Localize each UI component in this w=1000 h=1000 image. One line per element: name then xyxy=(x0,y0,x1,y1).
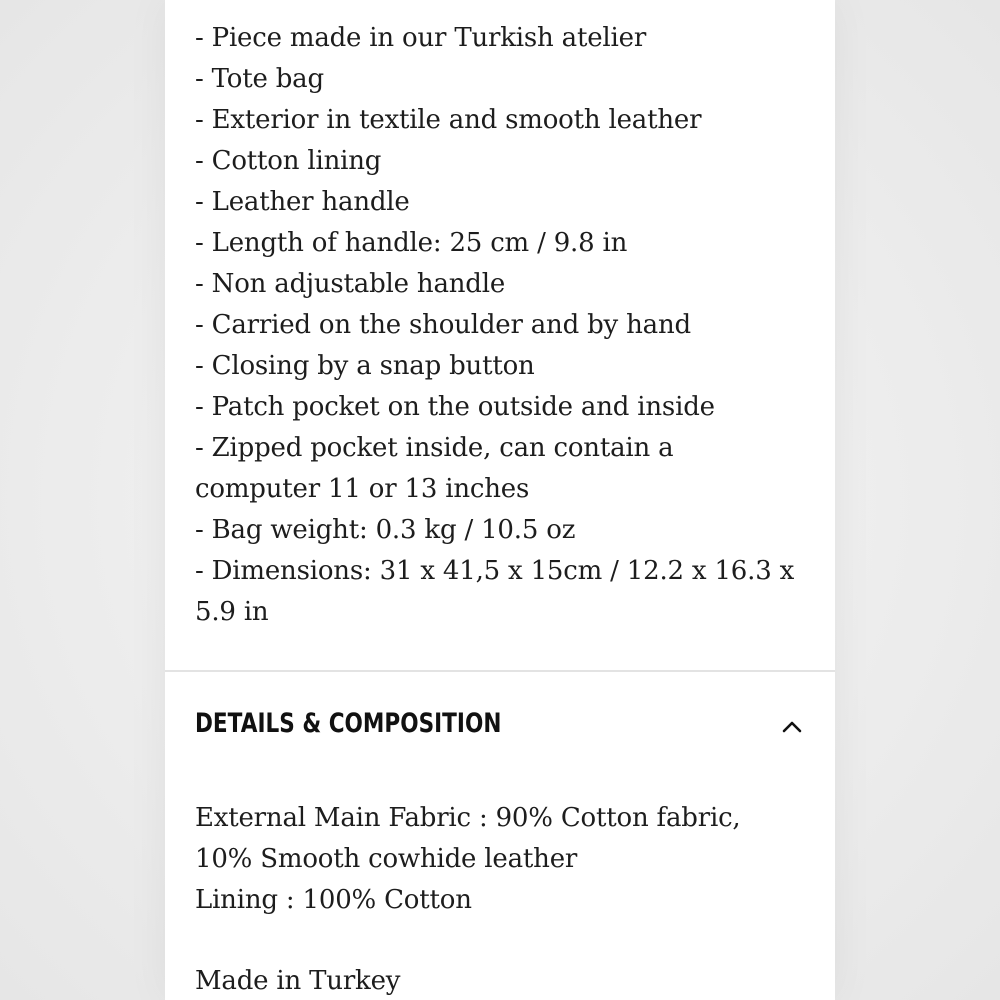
description-item: - Carried on the shoulder and by hand xyxy=(195,310,691,340)
description-item: - Piece made in our Turkish atelier xyxy=(195,23,647,53)
section-title: DETAILS & COMPOSITION xyxy=(195,708,502,739)
composition-line: Lining : 100% Cotton xyxy=(195,885,472,915)
chevron-up-icon[interactable] xyxy=(779,714,805,740)
description-item: - Patch pocket on the outside and inside xyxy=(195,392,715,422)
description-item: - Exterior in textile and smooth leather xyxy=(195,105,702,135)
description-item: - Length of handle: 25 cm / 9.8 in xyxy=(195,228,628,258)
description-item: - Zipped pocket inside, can contain a computer 11 or 13 inches xyxy=(195,433,674,504)
section-divider xyxy=(165,670,835,672)
description-item: - Closing by a snap button xyxy=(195,351,535,381)
product-info-panel xyxy=(165,0,835,1000)
details-composition-toggle[interactable] xyxy=(195,704,805,752)
description-item: - Tote bag xyxy=(195,64,324,94)
description-item: - Non adjustable handle xyxy=(195,269,506,299)
composition-line: External Main Fabric : 90% Cotton fabric, 10% Smooth cowhide leather xyxy=(195,803,741,874)
made-in-text: Made in Turkey xyxy=(195,966,401,996)
composition-text xyxy=(195,798,815,921)
description-item: - Cotton lining xyxy=(195,146,382,176)
description-item: - Bag weight: 0.3 kg / 10.5 oz xyxy=(195,515,576,545)
description-item: - Leather handle xyxy=(195,187,410,217)
product-description-list xyxy=(195,18,815,633)
description-item: - Dimensions: 31 x 41,5 x 15cm / 12.2 x 16.3 x 5.9 in xyxy=(195,556,795,627)
